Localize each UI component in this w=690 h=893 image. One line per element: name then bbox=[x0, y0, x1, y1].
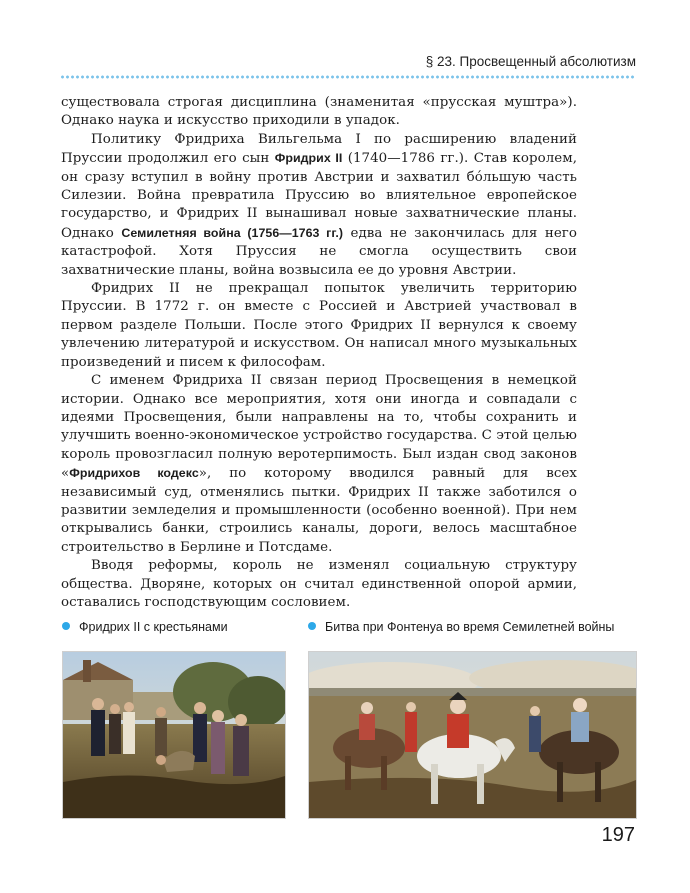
paragraph-text: Политику Фридриха Вильгельма I по расширению владений Пруссии продолжил его сын bbox=[61, 131, 577, 167]
figure-caption-1-text: Фридрих II с крестьянами bbox=[79, 620, 228, 634]
highlighted-term: Фридрих II bbox=[274, 151, 343, 166]
paragraph-text: существовала строгая дисциплина (знаменитая «прусская муштра»). Однако наука и искусство приходили в упадок. bbox=[61, 95, 577, 129]
paragraph-text: Вводя реформы, король не изменял социальную структуру общества. Дворяне, которых он считал единственной опорой армии, оставались господствующим сословием. bbox=[61, 558, 577, 610]
running-header bbox=[60, 54, 636, 69]
page-number: 197 bbox=[601, 824, 635, 846]
highlighted-term: Фридрихов кодекс bbox=[69, 466, 199, 481]
paragraph bbox=[61, 557, 577, 612]
bullet-dot-icon bbox=[308, 622, 316, 630]
paragraph bbox=[61, 372, 577, 557]
highlighted-term: Семилетняя война (1756—1763 гг.) bbox=[121, 225, 344, 240]
main-text bbox=[61, 94, 577, 612]
figure-frederick-with-peasants bbox=[62, 651, 286, 819]
paragraph bbox=[61, 131, 577, 280]
figure-caption-2-text: Битва при Фонтенуа во время Семилетней войны bbox=[325, 620, 615, 634]
figure-battle-of-fontenoy bbox=[308, 651, 637, 819]
paragraph-text: Фридрих II не прекращал попыток увеличить территорию Пруссии. В 1772 г. он вместе с Россией и Австрией участвовал в первом разделе Польши. После этого Фридрих II вернулся к своему увлечению литературой и искусством. Он написал много музыкальных произведений и писем к философам. bbox=[61, 281, 577, 370]
paragraph-text: С именем Фридриха II связан период Просвещения в немецкой истории. Однако все мероприятия, хотя они иногда и совпадали с идеями Просвещения, были направлены на то, чтобы сохранить и улучшить военно-экономическое устройство государства. С этой целью король провозгласил полную веротерпимость. Был издан свод законов « bbox=[61, 373, 577, 482]
paragraph-text: едва не закончилась для него катастрофой. Хотя Пруссия не смогла осуществить свои захватнические планы, война возвысила ее до уровня Австрии. bbox=[61, 225, 577, 278]
painting-battle-fontenoy bbox=[309, 652, 636, 818]
figure-caption-1 bbox=[62, 620, 228, 634]
bullet-dot-icon bbox=[62, 622, 70, 630]
paragraph-text: (1740—1786 гг.). Став королем, он сразу вступил в войну против Австрии и захватил бóльшую часть Силезии. Война превратила Пруссию во влиятельное европейское государство, и Фридрих II вынашивал новые захватнические планы. Однако bbox=[61, 151, 578, 241]
paragraph bbox=[61, 280, 577, 372]
section-title: § 23. Просвещенный абсолютизм bbox=[425, 54, 636, 69]
painting-frederick-peasants bbox=[63, 652, 285, 818]
header-dotted-rule bbox=[60, 75, 636, 79]
paragraph-text: », по которому вводился равный для всех независимый суд, отменялись пытки. Фридрих II также заботился о развитии земледелия и промышленности (особенно военной). При нем открывались банки, строились каналы, дороги, велось масштабное строительство в Берлине и Потсдаме. bbox=[61, 466, 578, 555]
paragraph bbox=[61, 94, 577, 131]
figure-caption-2 bbox=[308, 620, 614, 634]
